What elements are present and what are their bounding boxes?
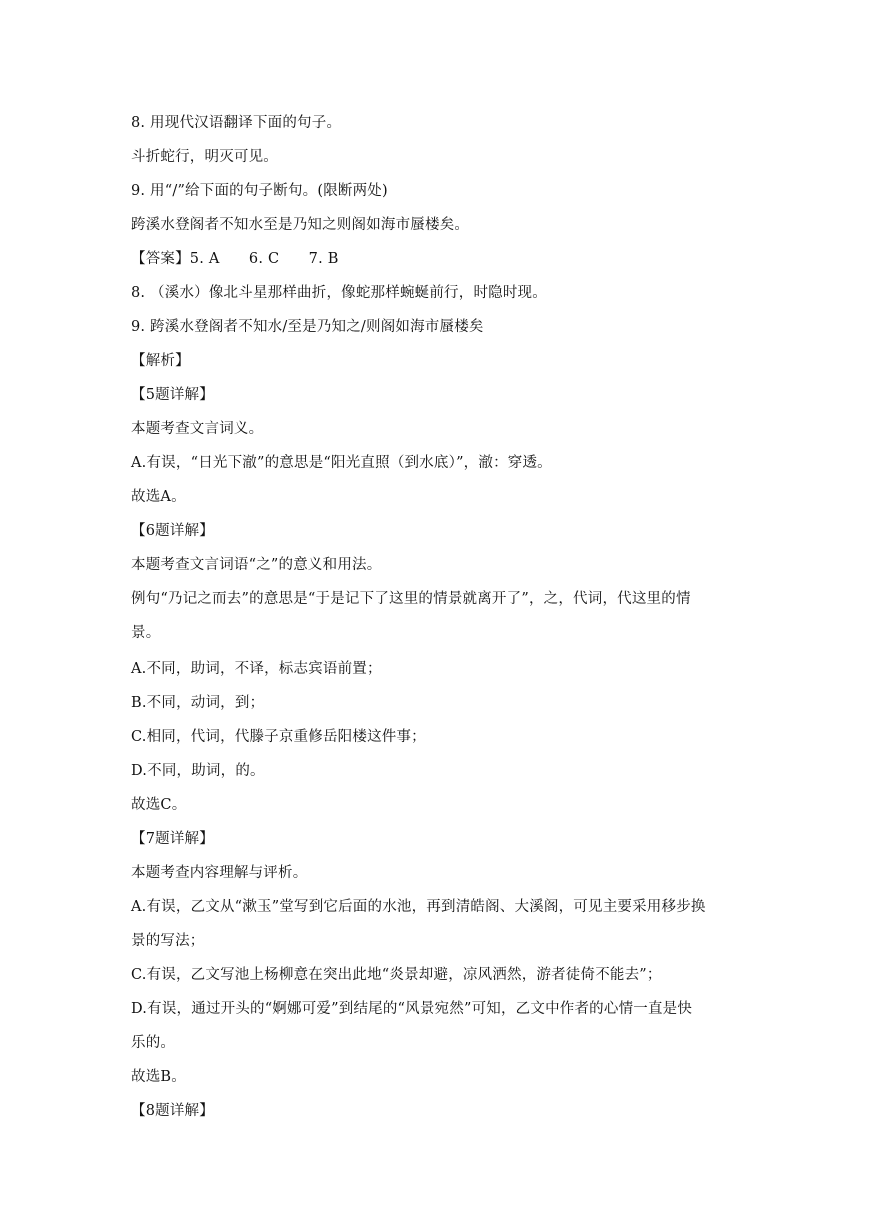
q6-example-line1: 例句“乃记之而去”的意思是“于是记下了这里的情景就离开了”，之，代词，代这里的情: [131, 591, 691, 607]
question-8-prompt: 8. 用现代汉语翻译下面的句子。: [131, 115, 342, 131]
q6-option-c: C.相同，代词，代滕子京重修岳阳楼这件事；: [131, 729, 426, 745]
q8-detail-heading: 【8题详解】: [131, 1103, 214, 1119]
analysis-heading: 【解析】: [131, 353, 190, 369]
q7-option-d-line1: D.有误，通过开头的“婀娜可爱”到结尾的“风景宛然”可知，乙文中作者的心情一直是快: [131, 1001, 693, 1017]
q6-conclusion: 故选C。: [131, 797, 187, 813]
q6-topic: 本题考查文言词语“之”的意义和用法。: [131, 557, 382, 573]
q6-detail-heading: 【6题详解】: [131, 523, 214, 539]
answer-line: 【答案】5. A 6. C 7. B: [131, 251, 339, 267]
q7-option-a-line2: 景的写法；: [131, 933, 205, 949]
q5-conclusion: 故选A。: [131, 489, 186, 505]
answer-8: 8. （溪水）像北斗星那样曲折，像蛇那样蜿蜒前行，时隐时现。: [131, 285, 547, 301]
question-9-sentence: 跨溪水登阁者不知水至是乃知之则阁如海市蜃楼矣。: [131, 217, 470, 233]
q6-option-a: A.不同，助词，不译，标志宾语前置；: [131, 661, 382, 677]
q5-option-a: A.有误，“日光下澈”的意思是“阳光直照（到水底）”，澈：穿透。: [131, 455, 552, 471]
q6-example-line2: 景。: [131, 625, 161, 641]
answer-9: 9. 跨溪水登阁者不知水/至是乃知之/则阁如海市蜃楼矣: [131, 319, 484, 335]
question-9-prompt: 9. 用“/”给下面的句子断句。(限断两处): [131, 183, 388, 199]
q7-option-c: C.有误，乙文写池上杨柳意在突出此地“炎景却避，凉风洒然，游者徒倚不能去”；: [131, 967, 662, 983]
q5-detail-heading: 【5题详解】: [131, 387, 214, 403]
q6-option-d: D.不同，助词，的。: [131, 763, 265, 779]
q7-option-d-line2: 乐的。: [131, 1035, 176, 1051]
q7-topic: 本题考查内容理解与评析。: [131, 865, 308, 881]
question-8-sentence: 斗折蛇行，明灭可见。: [131, 149, 278, 165]
q7-detail-heading: 【7题详解】: [131, 831, 214, 847]
q5-topic: 本题考查文言词义。: [131, 421, 264, 437]
q6-option-b: B.不同，动词，到；: [131, 695, 265, 711]
q7-option-a-line1: A.有误，乙文从“漱玉”堂写到它后面的水池，再到清皓阁、大溪阁，可见主要采用移步换: [131, 899, 706, 915]
q7-conclusion: 故选B。: [131, 1069, 186, 1085]
